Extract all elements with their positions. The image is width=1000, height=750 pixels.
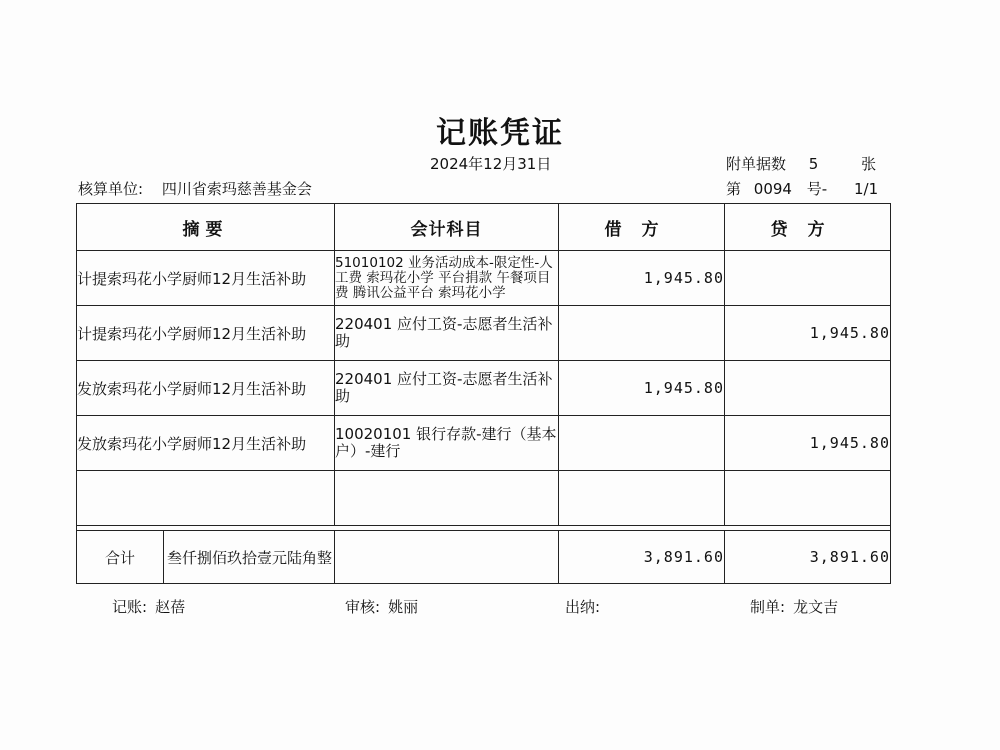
total-cell bbox=[77, 531, 335, 584]
attachment-count bbox=[726, 153, 876, 174]
header-account: 会计科目 bbox=[335, 204, 559, 251]
auditor-name: 姚丽 bbox=[388, 598, 419, 616]
row-debit: 1,945.80 bbox=[559, 361, 725, 416]
attachment-unit: 张 bbox=[861, 155, 877, 173]
bookkeeper-label: 记账: bbox=[112, 598, 148, 616]
row-debit bbox=[559, 416, 725, 471]
voucher-prefix: 第 bbox=[726, 180, 742, 198]
table-row bbox=[77, 306, 891, 361]
total-account-cell bbox=[335, 531, 559, 584]
row-credit: 1,945.80 bbox=[725, 416, 891, 471]
preparer-label: 制单: bbox=[750, 598, 786, 616]
empty-cell bbox=[335, 471, 559, 526]
voucher-table bbox=[76, 203, 891, 584]
bookkeeper-signature bbox=[112, 596, 185, 617]
empty-cell bbox=[559, 471, 725, 526]
voucher-page-no: 1/1 bbox=[853, 180, 879, 198]
attachment-label: 附单据数 bbox=[726, 155, 787, 173]
attachment-number: 5 bbox=[808, 155, 819, 173]
auditor-signature bbox=[345, 596, 418, 617]
preparer-name: 龙文吉 bbox=[793, 598, 839, 616]
row-summary: 发放索玛花小学厨师12月生活补助 bbox=[77, 361, 335, 416]
header-credit: 贷方 bbox=[725, 204, 891, 251]
row-account: 51010102 业务活动成本-限定性-人工费 索玛花小学 平台捐款 午餐项目费 腾讯公益平台 索玛花小学 bbox=[335, 251, 559, 306]
voucher-number bbox=[726, 178, 878, 199]
row-summary: 计提索玛花小学厨师12月生活补助 bbox=[77, 306, 335, 361]
row-credit bbox=[725, 361, 891, 416]
unit-value: 四川省索玛慈善基金会 bbox=[161, 180, 312, 198]
voucher-title: 记账凭证 bbox=[436, 116, 564, 151]
total-debit: 3,891.60 bbox=[559, 531, 725, 584]
table-row bbox=[77, 416, 891, 471]
cashier-label: 出纳: bbox=[565, 598, 601, 616]
empty-cell bbox=[77, 471, 335, 526]
voucher-no: 0094 bbox=[753, 180, 792, 198]
row-account: 220401 应付工资-志愿者生活补助 bbox=[335, 361, 559, 416]
unit-label: 核算单位: bbox=[78, 180, 144, 198]
row-debit: 1,945.80 bbox=[559, 251, 725, 306]
row-credit: 1,945.80 bbox=[725, 306, 891, 361]
total-label: 合计 bbox=[77, 531, 164, 583]
row-account: 220401 应付工资-志愿者生活补助 bbox=[335, 306, 559, 361]
header-summary: 摘要 bbox=[77, 204, 335, 251]
total-row bbox=[77, 531, 891, 584]
table-row bbox=[77, 251, 891, 306]
header-debit: 借方 bbox=[559, 204, 725, 251]
empty-row bbox=[77, 471, 891, 526]
auditor-label: 审核: bbox=[345, 598, 381, 616]
table-header-row bbox=[77, 204, 891, 251]
accounting-unit bbox=[78, 178, 312, 199]
cashier-signature bbox=[565, 596, 608, 617]
total-amount-words: 叁仟捌佰玖拾壹元陆角整 bbox=[167, 548, 333, 567]
table-row bbox=[77, 361, 891, 416]
row-summary: 发放索玛花小学厨师12月生活补助 bbox=[77, 416, 335, 471]
row-credit bbox=[725, 251, 891, 306]
row-debit bbox=[559, 306, 725, 361]
row-summary: 计提索玛花小学厨师12月生活补助 bbox=[77, 251, 335, 306]
voucher-date: 2024年12月31日 bbox=[430, 155, 552, 173]
bookkeeper-name: 赵蓓 bbox=[155, 598, 186, 616]
empty-cell bbox=[725, 471, 891, 526]
preparer-signature bbox=[750, 596, 838, 617]
row-account: 10020101 银行存款-建行（基本户）-建行 bbox=[335, 416, 559, 471]
voucher-suffix: 号- bbox=[806, 180, 828, 198]
total-credit: 3,891.60 bbox=[725, 531, 891, 584]
